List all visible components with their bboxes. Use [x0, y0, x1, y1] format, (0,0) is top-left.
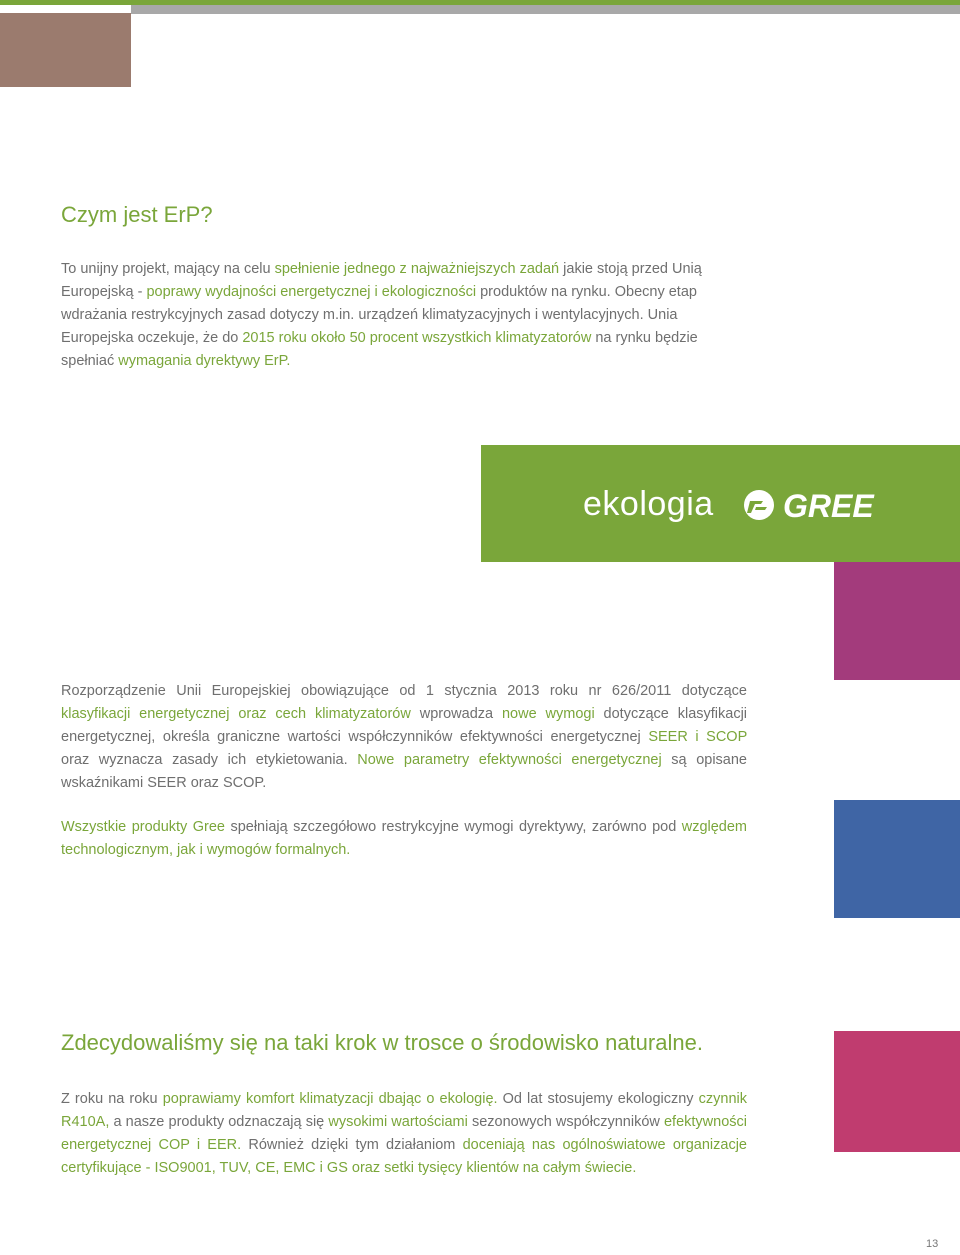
body-text: sezonowych współczynników	[467, 1114, 664, 1130]
top-gray-bar	[131, 5, 960, 14]
body-text: Rozporządzenie Unii Europejskiej obowiązujące od 1 stycznia 2013 roku nr 626/2011 dotyczące	[61, 683, 747, 699]
gree-logo-text: GREE	[783, 489, 874, 521]
body-text: Również dzięki tym działaniom	[241, 1137, 463, 1153]
body-text: To unijny projekt, mający na celu	[61, 261, 275, 277]
ekologia-label: ekologia	[583, 485, 714, 523]
highlight-text: Nowe parametry efektywności energetycznej	[357, 752, 662, 768]
body-text: jakie stoją przed Unią Europejską -	[61, 261, 702, 300]
body-text: wprowadza	[410, 706, 502, 722]
highlight-text: efektywności energetycznej COP i EER.	[61, 1114, 747, 1153]
pink-color-block	[834, 1031, 960, 1152]
highlight-text: klasyfikacji energetycznej oraz cech klimatyzatorów	[61, 706, 411, 722]
gree-products-paragraph	[61, 816, 747, 862]
section-heading-erp: Czym jest ErP?	[61, 202, 213, 227]
highlight-text: 2015 roku około 50 procent wszystkich klimatyzatorów	[242, 330, 592, 346]
highlight-text: nowe wymogi	[501, 706, 595, 722]
highlight-text: poprawiamy komfort klimatyzacji dbając o ekologię.	[162, 1091, 498, 1107]
body-text: są opisane wskaźnikami SEER oraz SCOP.	[61, 752, 747, 791]
body-text: spełniają szczegółowo restrykcyjne wymogi dyrektywy, zarówno pod	[225, 819, 682, 835]
body-text: dotyczące klasyfikacji energetycznej, określa graniczne wartości współczynników efektywności energetycznej	[61, 706, 748, 745]
section-heading-environment: Zdecydowaliśmy się na taki krok w trosce o środowisko naturalne.	[61, 1030, 703, 1055]
ekologia-banner	[481, 445, 960, 562]
body-text: Od lat stosujemy ekologiczny	[497, 1091, 699, 1107]
highlight-text: wysokimi wartościami	[328, 1114, 468, 1130]
page-number: 13	[926, 1238, 939, 1250]
highlight-text: poprawy wydajności energetycznej i ekologiczności	[146, 284, 477, 300]
highlight-text: czynnik R410A,	[61, 1091, 747, 1130]
highlight-text: SEER i SCOP	[648, 729, 747, 745]
purple-color-block	[834, 562, 960, 680]
ecology-paragraph	[61, 1088, 747, 1180]
body-text: a nasze produkty odznaczają się	[109, 1114, 329, 1130]
body-text: Z roku na roku	[61, 1091, 163, 1107]
body-text: na rynku będzie spełniać	[61, 330, 698, 369]
highlight-text: względem technologicznym, jak i wymogów formalnych.	[61, 819, 747, 858]
regulation-paragraph	[61, 680, 747, 795]
blue-color-block	[834, 800, 960, 918]
body-text: produktów na rynku. Obecny etap wdrażania restrykcyjnych zasad dotyczy m.in. urządzeń klimatyzacyjnych i wentylacyjnych. Unia Europejska oczekuje, że do	[61, 284, 697, 346]
corner-color-block	[0, 13, 131, 87]
erp-paragraph	[61, 258, 747, 373]
highlight-text: Wszystkie produkty Gree	[61, 819, 225, 835]
highlight-text: spełnienie jednego z najważniejszych zadań	[274, 261, 560, 277]
highlight-text: doceniają nas ogólnoświatowe organizacje certyfikujące - ISO9001, TUV, CE, EMC i GS oraz setki tysięcy klientów na całym świecie.	[61, 1137, 747, 1176]
highlight-text: wymagania dyrektywy ErP.	[118, 353, 291, 369]
body-text: oraz wyznacza zasady ich etykietowania.	[61, 752, 358, 768]
gree-logo	[743, 489, 891, 521]
